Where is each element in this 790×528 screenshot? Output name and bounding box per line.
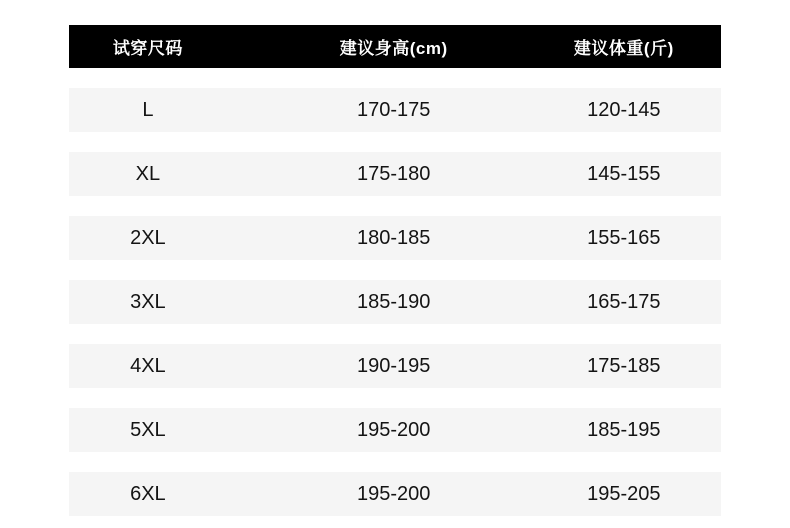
table-row [69,472,721,516]
cell-weight: 175-185 [587,354,661,377]
cell-weight: 120-145 [587,98,661,121]
cell-size: 5XL [130,418,166,441]
cell-size: 3XL [130,290,166,313]
cell-weight: 145-155 [587,162,661,185]
cell-height: 195-200 [356,418,431,441]
cell-height: 175-180 [356,162,431,185]
cell-size: 4XL [130,354,166,377]
cell-size: L [142,98,154,121]
table-row [69,152,721,196]
cell-height: 195-200 [356,482,431,505]
cell-size: XL [135,162,161,185]
header-size: 试穿尺码 [112,39,183,58]
table-header-row [69,25,721,68]
cell-weight: 195-205 [587,482,661,505]
cell-height: 190-195 [356,354,431,377]
table-row [69,408,721,452]
cell-height: 185-190 [356,290,431,313]
cell-height: 180-185 [356,226,431,249]
header-height: 建议身高(cm) [339,39,448,58]
table-row [69,344,721,388]
cell-height: 170-175 [356,98,431,121]
table-row [69,280,721,324]
cell-weight: 155-165 [587,226,661,249]
cell-size: 2XL [130,226,166,249]
cell-size: 6XL [130,482,166,505]
cell-weight: 185-195 [587,418,661,441]
table-row [69,216,721,260]
header-weight: 建议体重(斤) [573,39,674,58]
table-row [69,88,721,132]
cell-weight: 165-175 [587,290,661,313]
size-chart-table [69,25,721,516]
